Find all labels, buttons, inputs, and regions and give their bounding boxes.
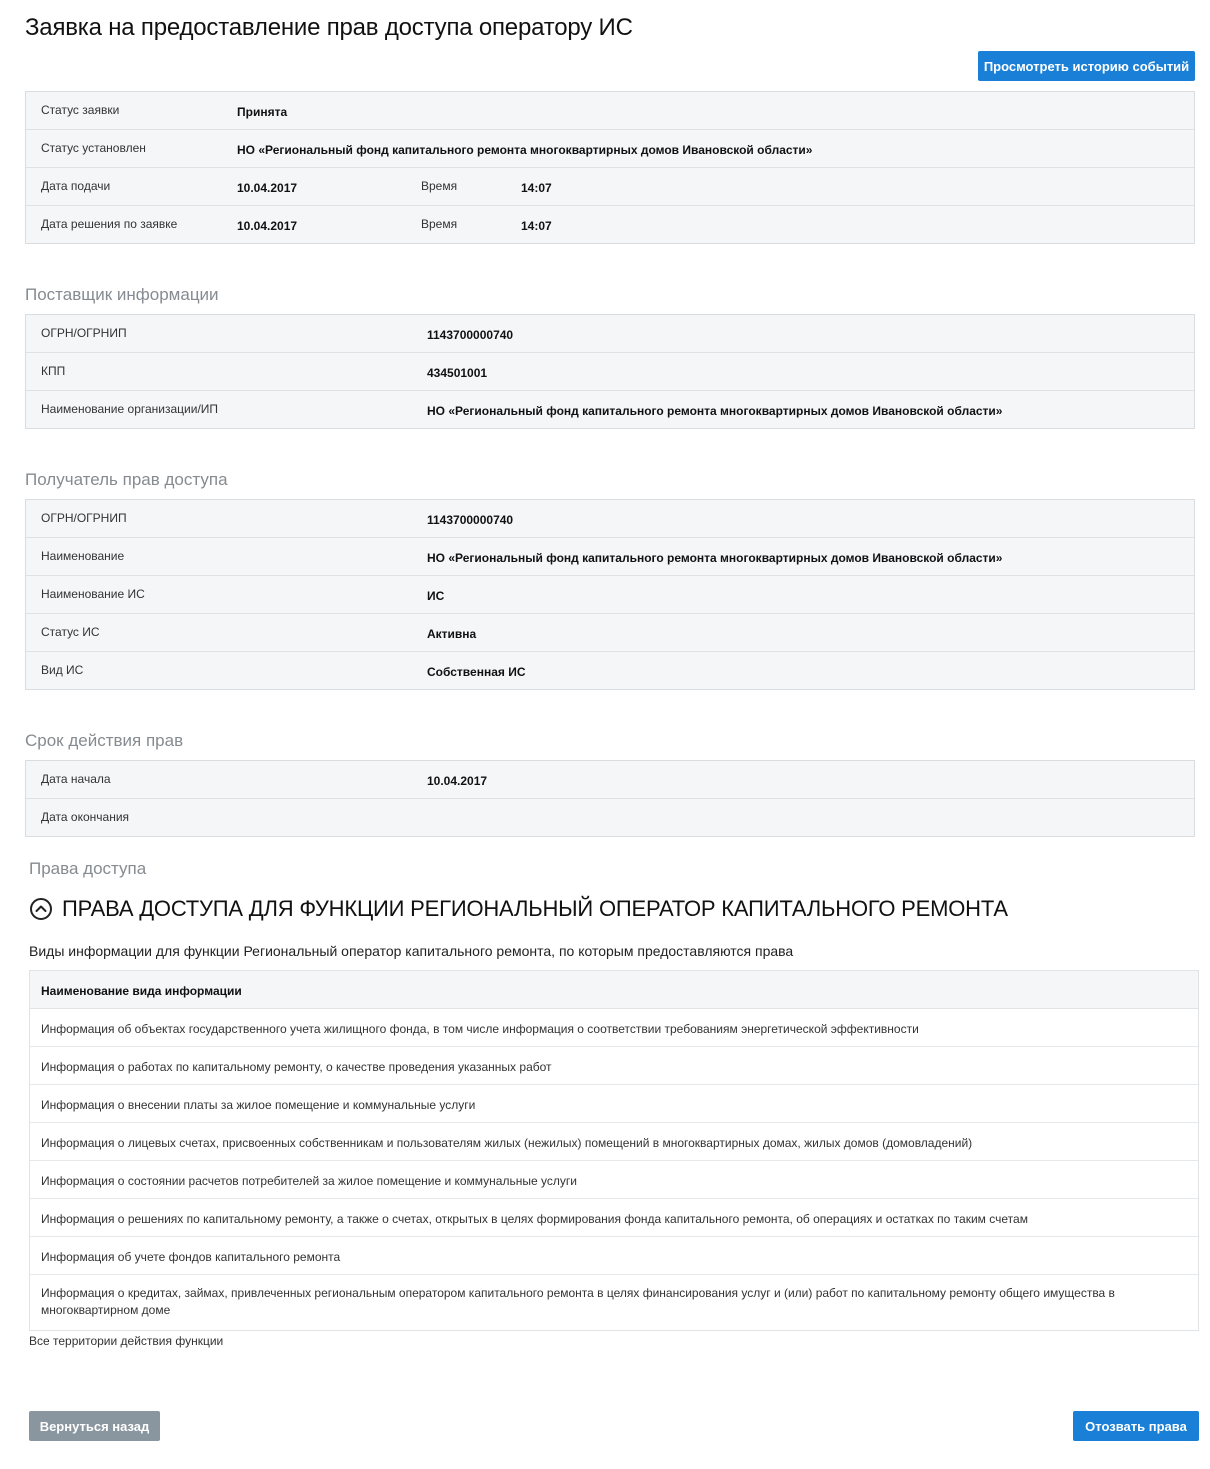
status-table (25, 91, 1195, 244)
provider-name-label: Наименование организации/ИП (41, 402, 219, 416)
provider-section-title: Поставщик информации (25, 285, 219, 304)
decision-time-value: 14:07 (521, 219, 552, 233)
recipient-is-name-label: Наименование ИС (41, 587, 145, 601)
provider-name-row (26, 391, 1194, 428)
provider-kpp-value: 434501001 (427, 366, 488, 380)
validity-start-label: Дата начала (41, 772, 111, 786)
submit-date-value: 10.04.2017 (237, 181, 298, 195)
recipient-is-type-value: Собственная ИС (427, 665, 526, 679)
collapse-circle-icon[interactable] (29, 897, 53, 921)
decision-date-label: Дата решения по заявке (41, 217, 178, 231)
info-type-row: Информация о лицевых счетах, присвоенных собственникам и пользователям жилых (нежилых) помещений в многоквартирных домах, жилых домов (домовладений) (30, 1123, 1198, 1161)
submit-time-label: Время (421, 179, 458, 193)
status-set-by-value: НО «Региональный фонд капитального ремонта многоквартирных домов Ивановской области» (237, 143, 813, 157)
info-types-header: Наименование вида информации (30, 971, 1198, 1009)
recipient-is-status-label: Статус ИС (41, 625, 100, 639)
rights-group-header[interactable] (29, 896, 1008, 922)
info-type-row: Информация об учете фондов капитального ремонта (30, 1237, 1198, 1275)
provider-table (25, 314, 1195, 429)
recipient-table (25, 499, 1195, 690)
recipient-section-title: Получатель прав доступа (25, 470, 228, 489)
submit-date-label: Дата подачи (41, 179, 111, 193)
status-set-by-label: Статус установлен (41, 141, 146, 155)
info-type-row: Информация о состоянии расчетов потребителей за жилое помещение и коммунальные услуги (30, 1161, 1198, 1199)
status-set-by-row (26, 130, 1194, 168)
decision-time-label: Время (421, 217, 458, 231)
decision-date-row (26, 206, 1194, 243)
info-types-table (29, 970, 1199, 1331)
page-title: Заявка на предоставление прав доступа оператору ИС (25, 14, 633, 41)
provider-ogrn-label: ОГРН/ОГРНИП (41, 326, 127, 340)
view-history-button[interactable]: Просмотреть историю событий (978, 51, 1195, 81)
status-row (26, 92, 1194, 130)
recipient-name-label: Наименование (41, 549, 125, 563)
recipient-is-type-row (26, 652, 1194, 689)
provider-kpp-row (26, 353, 1194, 391)
decision-date-value: 10.04.2017 (237, 219, 298, 233)
validity-start-row (26, 761, 1194, 799)
validity-section-title: Срок действия прав (25, 731, 184, 750)
recipient-is-status-value: Активна (427, 627, 477, 641)
provider-ogrn-value: 1143700000740 (427, 328, 514, 342)
validity-end-label: Дата окончания (41, 810, 130, 824)
recipient-is-name-value: ИС (427, 589, 445, 603)
info-type-row: Информация о внесении платы за жилое помещение и коммунальные услуги (30, 1085, 1198, 1123)
recipient-is-status-row (26, 614, 1194, 652)
territories-note: Все территории действия функции (29, 1334, 224, 1348)
info-type-row: Информация о работах по капитальному ремонту, о качестве проведения указанных работ (30, 1047, 1198, 1085)
validity-end-row (26, 799, 1194, 836)
status-value: Принята (237, 105, 288, 119)
recipient-is-type-label: Вид ИС (41, 663, 84, 677)
info-type-row: Информация об объектах государственного учета жилищного фонда, в том числе информация о соответствии требованиям энергетической эффективности (30, 1009, 1198, 1047)
provider-name-value: НО «Региональный фонд капитального ремонта многоквартирных домов Ивановской области» (427, 404, 1003, 418)
validity-table (25, 760, 1195, 837)
recipient-ogrn-label: ОГРН/ОГРНИП (41, 511, 127, 525)
status-label: Статус заявки (41, 103, 120, 117)
rights-subtitle: Виды информации для функции Региональный оператор капитального ремонта, по которым предоставляются права (29, 943, 794, 959)
recipient-name-value: НО «Региональный фонд капитального ремонта многоквартирных домов Ивановской области» (427, 551, 1003, 565)
revoke-rights-button[interactable]: Отозвать права (1073, 1411, 1199, 1441)
recipient-ogrn-value: 1143700000740 (427, 513, 514, 527)
validity-start-value: 10.04.2017 (427, 774, 488, 788)
info-type-row: Информация о кредитах, займах, привлеченных региональным оператором капитального ремонта в целях финансирования услуг и (или) работ по капитальному ремонту общего имущества в многоквартирном доме (41, 1286, 1115, 1317)
info-type-row: Информация о решениях по капитальному ремонту, а также о счетах, открытых в целях формирования фонда капитального ремонта, об операциях и остатках по таким счетам (30, 1199, 1198, 1237)
rights-section-title: Права доступа (29, 859, 147, 878)
submit-time-value: 14:07 (521, 181, 552, 195)
recipient-name-row (26, 538, 1194, 576)
recipient-is-name-row (26, 576, 1194, 614)
rights-group-title: ПРАВА ДОСТУПА ДЛЯ ФУНКЦИИ РЕГИОНАЛЬНЫЙ ОПЕРАТОР КАПИТАЛЬНОГО РЕМОНТА (62, 896, 1008, 921)
back-button[interactable]: Вернуться назад (29, 1411, 160, 1441)
submit-date-row (26, 168, 1194, 206)
provider-kpp-label: КПП (41, 364, 66, 378)
recipient-ogrn-row (26, 500, 1194, 538)
provider-ogrn-row (26, 315, 1194, 353)
